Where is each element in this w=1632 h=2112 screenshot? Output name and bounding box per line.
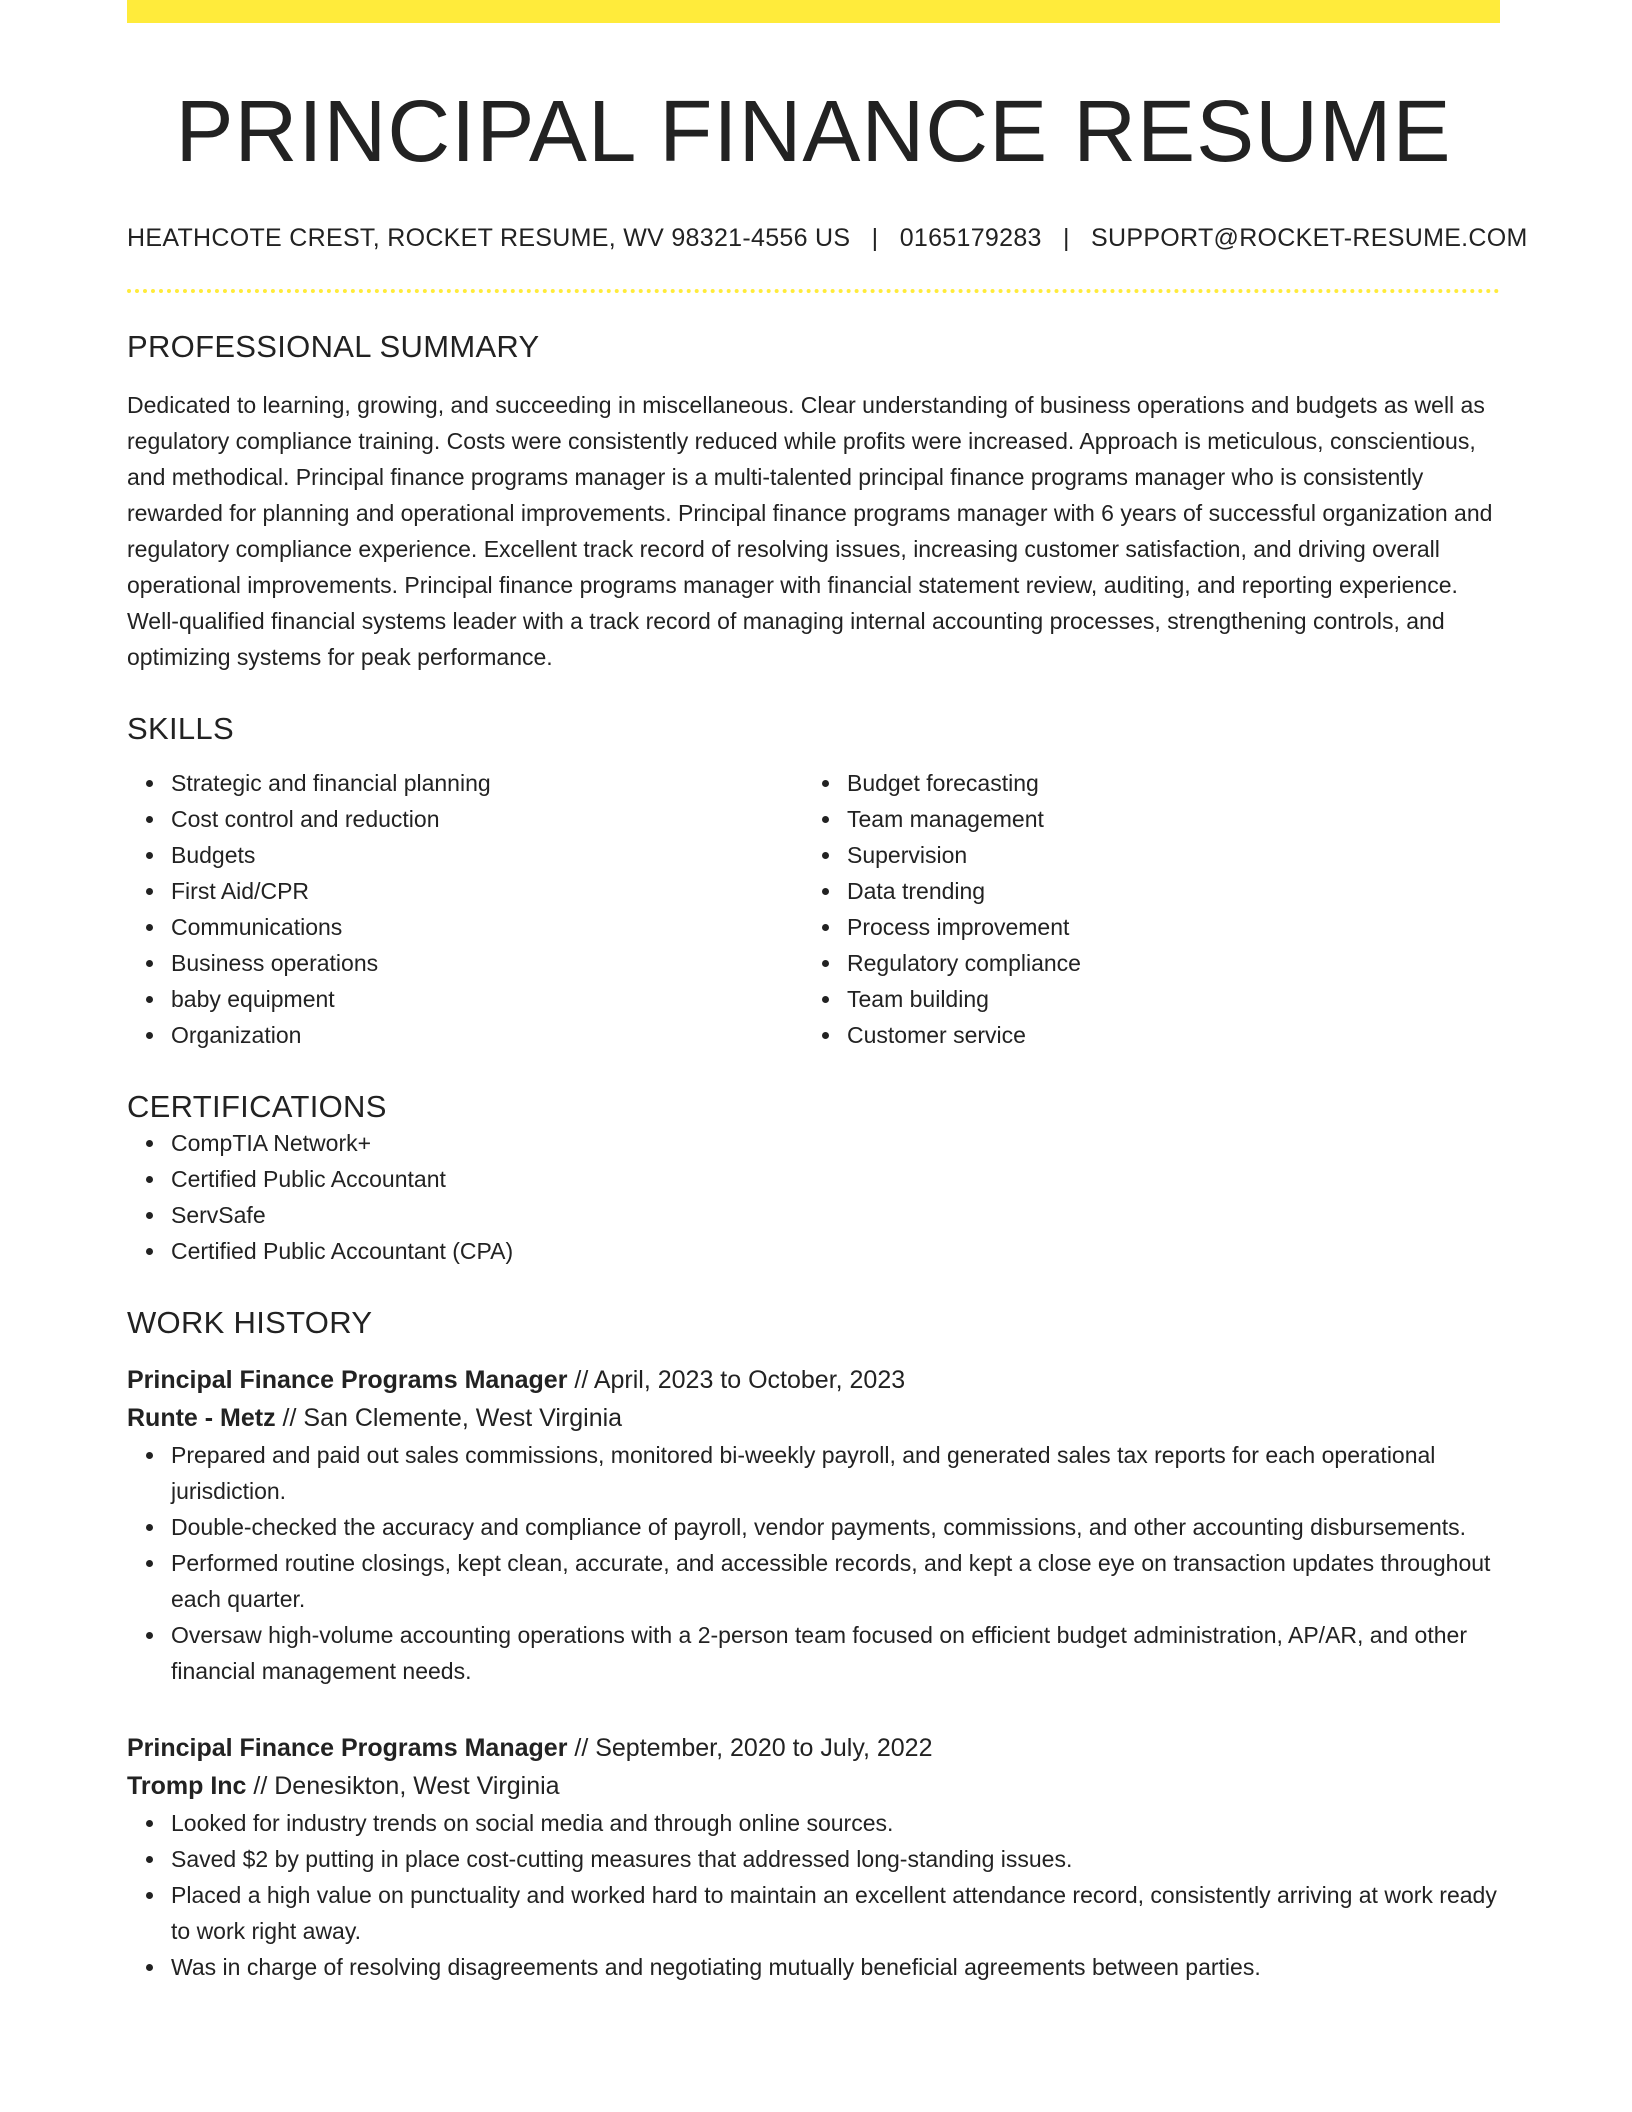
phone: 0165179283 [899, 224, 1042, 253]
skill-item: Cost control and reduction [171, 801, 803, 837]
separator: | [1062, 224, 1070, 253]
summary-text: Dedicated to learning, growing, and succeeding in miscellaneous. Clear understanding of business operations and budgets as well as regulatory compliance training. Costs were consistently reduced while profits were increased. Approach is meticulous, conscientious, and methodical. Principal finance programs manager is a multi-talented principal finance programs manager who is consistently rewarded for planning and operational improvements. Principal finance programs manager with 6 years of successful organization and regulatory compliance experience. Excellent track record of resolving issues, increasing customer satisfaction, and driving overall operational improvements. Principal finance programs manager with financial statement review, auditing, and reporting experience. Well-qualified financial systems leader with a track record of managing internal accounting processes, strengthening controls, and optimizing systems for peak performance. [127, 392, 1493, 671]
job-title-line [127, 1729, 1500, 1767]
skill-item: Communications [171, 909, 803, 945]
certification-item: Certified Public Accountant [171, 1161, 1500, 1197]
job-dates: // September, 2020 to July, 2022 [567, 1734, 933, 1763]
job-location: // San Clemente, West Virginia [275, 1404, 623, 1433]
work-history-heading: WORK HISTORY [127, 1305, 373, 1341]
skill-item: Team building [847, 981, 1479, 1017]
job-duty: Looked for industry trends on social media and through online sources. [171, 1805, 1500, 1841]
email-link[interactable]: SUPPORT@ROCKET-RESUME.COM [1091, 224, 1528, 253]
skill-item: Budget forecasting [847, 765, 1479, 801]
job-duty: Performed routine closings, kept clean, accurate, and accessible records, and kept a close eye on transaction updates throughout each quarter. [171, 1545, 1500, 1617]
contact-line [127, 224, 1528, 253]
job-title-line [127, 1361, 1500, 1399]
skill-item: Supervision [847, 837, 1479, 873]
job-duty: Was in charge of resolving disagreements and negotiating mutually beneficial agreements between parties. [171, 1949, 1500, 1985]
certifications-list [127, 1125, 1500, 1269]
job-duty: Oversaw high-volume accounting operations with a 2-person team focused on efficient budget administration, AP/AR, and other financial management needs. [171, 1617, 1500, 1689]
skill-item: Data trending [847, 873, 1479, 909]
job-duties-list [127, 1437, 1500, 1689]
job-duties-list [127, 1805, 1500, 1985]
job-entry [127, 1361, 1500, 1689]
skill-item: Customer service [847, 1017, 1479, 1053]
summary-heading: PROFESSIONAL SUMMARY [127, 329, 540, 365]
certification-item: ServSafe [171, 1197, 1500, 1233]
skills-list [127, 765, 1500, 1053]
job-dates: // April, 2023 to October, 2023 [567, 1366, 906, 1395]
job-duty: Saved $2 by putting in place cost-cutting measures that addressed long-standing issues. [171, 1841, 1500, 1877]
skills-column-left [127, 765, 803, 1053]
job-company-line [127, 1399, 1500, 1437]
certifications-heading: CERTIFICATIONS [127, 1089, 387, 1125]
skill-item: Process improvement [847, 909, 1479, 945]
job-role: Principal Finance Programs Manager [127, 1734, 568, 1763]
skill-item: Team management [847, 801, 1479, 837]
job-role: Principal Finance Programs Manager [127, 1366, 568, 1395]
address: HEATHCOTE CREST, ROCKET RESUME, WV 98321-4556 US [127, 224, 851, 253]
skill-item: Strategic and financial planning [171, 765, 803, 801]
skill-item: Business operations [171, 945, 803, 981]
job-company: Tromp Inc [127, 1772, 247, 1801]
skill-item: Budgets [171, 837, 803, 873]
separator: | [871, 224, 879, 253]
skill-item: First Aid/CPR [171, 873, 803, 909]
job-duty: Placed a high value on punctuality and worked hard to maintain an excellent attendance record, consistently arriving at work ready to work right away. [171, 1877, 1500, 1949]
job-duty: Prepared and paid out sales commissions, monitored bi-weekly payroll, and generated sales tax reports for each operational jurisdiction. [171, 1437, 1500, 1509]
job-duty: Double-checked the accuracy and compliance of payroll, vendor payments, commissions, and other accounting disbursements. [171, 1509, 1500, 1545]
accent-bar [127, 0, 1500, 23]
job-company-line [127, 1767, 1500, 1805]
certification-item: CompTIA Network+ [171, 1125, 1500, 1161]
job-company: Runte - Metz [127, 1404, 276, 1433]
resume-title: PRINCIPAL FINANCE RESUME [175, 83, 1452, 180]
skill-item: Organization [171, 1017, 803, 1053]
job-location: // Denesikton, West Virginia [246, 1772, 560, 1801]
job-entry [127, 1729, 1500, 1985]
skill-item: Regulatory compliance [847, 945, 1479, 981]
skills-heading: SKILLS [127, 711, 234, 747]
dotted-divider [127, 289, 1500, 293]
skill-item: baby equipment [171, 981, 803, 1017]
skills-column-right [803, 765, 1479, 1053]
resume-page [127, 0, 1528, 1985]
certification-item: Certified Public Accountant (CPA) [171, 1233, 1500, 1269]
